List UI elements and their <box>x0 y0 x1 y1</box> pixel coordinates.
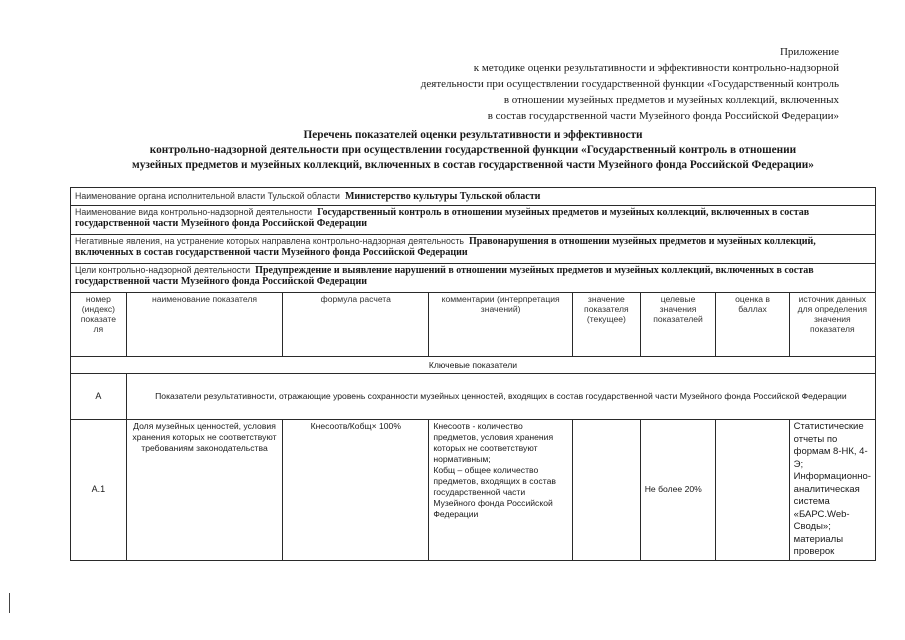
row-comments <box>429 420 573 561</box>
document-title <box>70 128 876 173</box>
row-comment: Кнесоотв - количество предметов, условия хранения которых не соответствуют нормативным; <box>433 421 554 464</box>
negative-label: Негативные явления, на устранение которых направлена контрольно-надзорная деятельность <box>75 236 464 246</box>
row-score <box>716 420 789 561</box>
appendix-header <box>421 44 839 124</box>
organ-row <box>71 188 876 206</box>
row-current <box>573 420 641 561</box>
organ-label: Наименование органа исполнительной власти Тульской области <box>75 191 340 201</box>
row-formula: Кнесоотв/Кобщ× 100% <box>283 420 429 561</box>
organ-value: Министерство культуры Тульской области <box>344 191 541 202</box>
section-a-row <box>71 374 876 420</box>
indicators-table <box>70 187 876 561</box>
row-name: Доля музейных ценностей, условия хранения которых не соответствуют требованиям законодательства <box>126 420 283 561</box>
appendix-line: Приложение <box>779 46 839 58</box>
header-formula: формула расчета <box>283 293 429 357</box>
header-target: целевые значения показателей <box>640 293 716 357</box>
header-source: источник данных для определения значения показателя <box>789 293 875 357</box>
row-target: Не более 20% <box>640 420 716 561</box>
title-line: музейных предметов и музейных коллекций, включенных в состав государственной части Музейного фонда Российской Федерации» <box>132 159 814 171</box>
table-row <box>71 420 876 561</box>
key-indicators-label: Ключевые показатели <box>71 357 876 374</box>
negative-row <box>71 235 876 264</box>
goals-value: Предупреждение и выявление нарушений в отношении музейных предметов и музейных коллекций, включенных в состав государственной части Музейного фонда Российской Федерации <box>75 265 814 287</box>
appendix-line: к методике оценки результативности и эффективности контрольно-надзорной <box>473 62 839 74</box>
header-current: значение показателя (текущее) <box>573 293 641 357</box>
header-comments: комментарии (интерпретация значений) <box>429 293 573 357</box>
appendix-line: в отношении музейных предметов и музейных коллекций, включенных <box>503 94 839 106</box>
key-indicators-row <box>71 357 876 374</box>
header-number: номер (индекс) показате ля <box>71 293 127 357</box>
goals-row <box>71 264 876 293</box>
activity-row <box>71 206 876 235</box>
scan-mark <box>9 593 10 613</box>
section-a-text: Показатели результативности, отражающие уровень сохранности музейных ценностей, входящих в состав государственной части Музейного фонда Российской Федерации <box>126 374 875 420</box>
appendix-line: деятельности при осуществлении государственной функции «Государственный контроль <box>420 78 839 90</box>
section-a-index: А <box>71 374 127 420</box>
activity-label: Наименование вида контрольно-надзорной деятельности <box>75 207 313 217</box>
activity-value: Государственный контроль в отношении музейных предметов и музейных коллекций, включенных в состав государственной части Музейного фонда Российской Федерации <box>75 207 810 229</box>
title-line: контрольно-надзорной деятельности при осуществлении государственной функции «Государственный контроль в отношении <box>149 144 797 156</box>
row-source: Статистические отчеты по формам 8-НК, 4-Э; Информационно-аналитическая система «БАРС.Web-Своды»; материалы проверок <box>789 420 875 561</box>
header-name: наименование показателя <box>126 293 283 357</box>
row-comment: Кобщ – общее количество предметов, входящих в состав государственной части Музейного фонда Российской Федерации <box>433 465 556 519</box>
header-row <box>71 293 876 357</box>
header-score: оценка в баллах <box>716 293 789 357</box>
title-line: Перечень показателей оценки результативности и эффективности <box>303 129 643 141</box>
appendix-line: в состав государственной части Музейного фонда Российской Федерации» <box>487 110 839 122</box>
goals-label: Цели контрольно-надзорной деятельности <box>75 265 251 275</box>
row-index: А.1 <box>71 420 127 561</box>
negative-value: Правонарушения в отношении музейных предметов и музейных коллекций, включенных в состав государственной части Музейного фонда Российской Федерации <box>75 236 816 258</box>
